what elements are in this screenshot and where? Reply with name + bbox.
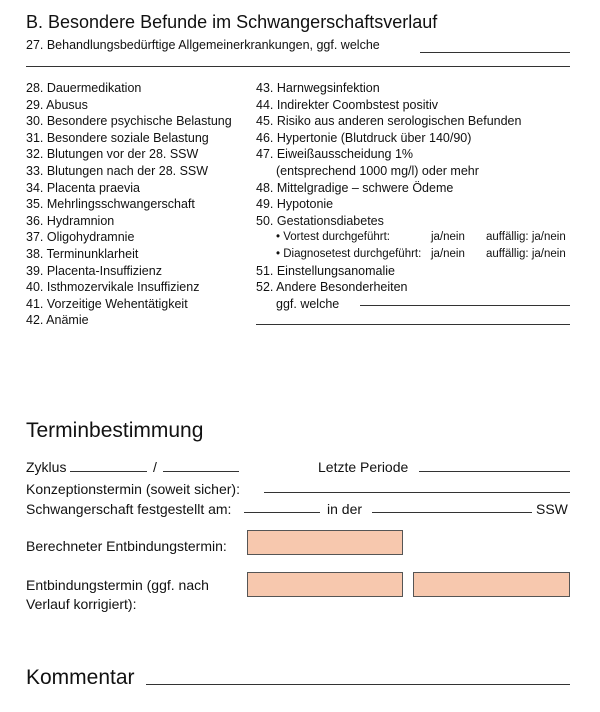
diagnosetest-auffaellig[interactable]: auffällig: ja/nein xyxy=(486,247,566,260)
andere-besonderheiten-line-2[interactable] xyxy=(256,324,570,325)
left-findings-list xyxy=(26,80,232,329)
festgestellt-ssw-field[interactable] xyxy=(372,512,532,513)
list-item: 50. Gestationsdiabetes xyxy=(256,213,384,228)
andere-besonderheiten-line-1[interactable] xyxy=(360,305,570,306)
vortest-row xyxy=(256,229,586,246)
berechnet-field[interactable] xyxy=(247,530,403,555)
korrigiert-label-line-2: Verlauf korrigiert): xyxy=(26,596,137,612)
item-27-line-1[interactable] xyxy=(420,52,570,53)
korrigiert-label-line-1: Entbindungstermin (ggf. nach xyxy=(26,577,209,593)
section-b-title: B. Besondere Befunde im Schwangerschaftsverlauf xyxy=(26,12,438,32)
konzeption-field[interactable] xyxy=(264,492,570,493)
list-item: 37. Oligohydramnie xyxy=(26,230,135,245)
ssw-label: SSW xyxy=(536,501,568,517)
list-item: 34. Placenta praevia xyxy=(26,180,140,195)
list-item: 31. Besondere soziale Belastung xyxy=(26,130,209,145)
korrigiert-field-1[interactable] xyxy=(247,572,403,597)
termin-title: Terminbestimmung xyxy=(26,419,204,442)
berechnet-label: Berechneter Entbindungstermin: xyxy=(26,538,227,554)
list-item: 39. Placenta-Insuffizienz xyxy=(26,263,162,278)
list-item: 28. Dauermedikation xyxy=(26,81,142,95)
zyklus-field-1[interactable] xyxy=(70,471,147,472)
list-item: 38. Terminunklarheit xyxy=(26,246,139,261)
list-item-continuation: (entsprechend 1000 mg/l) oder mehr xyxy=(276,163,479,178)
list-item: 49. Hypotonie xyxy=(256,197,334,212)
festgestellt-date-field[interactable] xyxy=(244,512,320,513)
list-item: 40. Isthmozervikale Insuffizienz xyxy=(26,280,200,295)
vortest-label: • Vortest durchgeführt: xyxy=(276,231,390,244)
diagnosetest-label: • Diagnosetest durchgeführt: xyxy=(276,247,422,260)
list-item: 33. Blutungen nach der 28. SSW xyxy=(26,163,209,178)
vortest-auffaellig[interactable]: auffällig: ja/nein xyxy=(486,231,566,244)
list-item: 51. Einstellungsanomalie xyxy=(256,263,395,278)
diagnosetest-row xyxy=(256,246,586,263)
vortest-value[interactable]: ja/nein xyxy=(431,231,465,244)
zyklus-label: Zyklus xyxy=(26,459,67,475)
list-item: 48. Mittelgradige – schwere Ödeme xyxy=(256,180,454,195)
list-item: 32. Blutungen vor der 28. SSW xyxy=(26,147,199,162)
list-item: 35. Mehrlingsschwangerschaft xyxy=(26,197,195,212)
kommentar-title: Kommentar xyxy=(26,666,135,689)
list-item: 52. Andere Besonderheiten xyxy=(256,280,408,295)
diagnosetest-value[interactable]: ja/nein xyxy=(431,247,465,260)
right-findings-list xyxy=(256,80,586,312)
list-item: 30. Besondere psychische Belastung xyxy=(26,114,232,129)
list-item: 47. Eiweißausscheidung 1% xyxy=(256,147,414,162)
list-item: 45. Risiko aus anderen serologischen Befunden xyxy=(256,114,522,129)
in-der-label: in der xyxy=(327,501,363,517)
list-item: 36. Hydramnion xyxy=(26,213,115,228)
zyklus-field-2[interactable] xyxy=(163,471,239,472)
korrigiert-field-2[interactable] xyxy=(413,572,570,597)
list-item: 41. Vorzeitige Wehentätigkeit xyxy=(26,296,188,311)
list-item: 29. Abusus xyxy=(26,97,88,112)
list-item: 44. Indirekter Coombstest positiv xyxy=(256,97,439,112)
kommentar-field[interactable] xyxy=(146,684,570,685)
letzte-periode-label: Letzte Periode xyxy=(318,459,409,475)
zyklus-slash: / xyxy=(153,459,157,475)
festgestellt-label: Schwangerschaft festgestellt am: xyxy=(26,501,232,517)
list-item: 43. Harnwegsinfektion xyxy=(256,81,380,95)
item-27-label: 27. Behandlungsbedürftige Allgemeinerkrankungen, ggf. welche xyxy=(26,38,380,52)
list-item: 42. Anämie xyxy=(26,313,89,328)
letzte-periode-field[interactable] xyxy=(419,471,570,472)
item-27-line-2[interactable] xyxy=(26,66,570,67)
list-item: 46. Hypertonie (Blutdruck über 140/90) xyxy=(256,130,472,145)
konzeption-label: Konzeptionstermin (soweit sicher): xyxy=(26,481,240,497)
list-item-continuation: ggf. welche xyxy=(276,296,340,311)
